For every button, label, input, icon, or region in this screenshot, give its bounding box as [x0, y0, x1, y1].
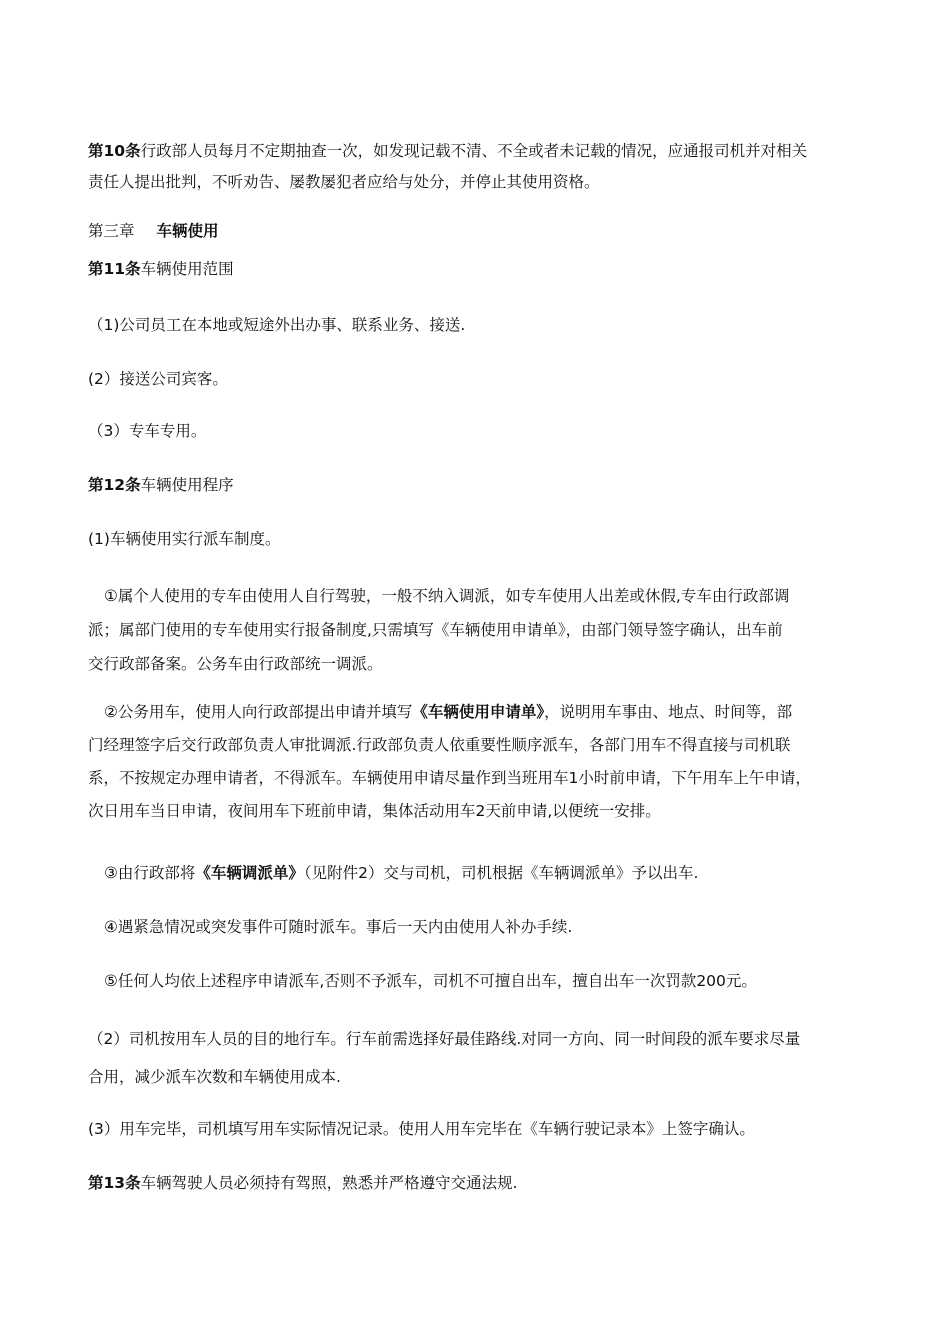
- article-11-text: 车辆使用范围: [140, 260, 234, 278]
- dispatch-form-title: 《车辆调派单》: [195, 864, 304, 882]
- vehicle-request-form-title: 《车辆使用申请单》: [412, 703, 545, 721]
- article-12: [88, 470, 868, 501]
- article-11-item-3: （3）专车专用。: [88, 422, 207, 440]
- article-12-sub-1: (1)车辆使用实行派车制度。: [88, 530, 281, 548]
- article-11-item-2: (2）接送公司宾客。: [88, 370, 228, 388]
- article-12-sub-2: （2）司机按用车人员的目的地行车。行车前需选择好最佳路线.对同一方向、同一时间段的派车要求尽量 合用，减少派车次数和车辆使用成本.: [88, 1030, 801, 1086]
- article-12-item-5: ⑤任何人均依上述程序申请派车,否则不予派车，司机不可擅自出车，擅自出车一次罚款200元。: [104, 972, 757, 990]
- article-12-text: 车辆使用程序: [140, 476, 234, 494]
- article-11: [88, 254, 868, 285]
- article-12-sub-3: (3）用车完毕，司机填写用车实际情况记录。使用人用车完毕在《车辆行驶记录本》上签字确认。: [88, 1120, 755, 1138]
- article-13-text: 车辆驾驶人员必须持有驾照，熟悉并严格遵守交通法规.: [140, 1174, 518, 1192]
- article-10: [88, 136, 868, 198]
- article-10-text-line-2: 责任人提出批判，不听劝告、屡教屡犯者应给与处分，并停止其使用资格。: [88, 173, 600, 191]
- chapter-3-label: 第三章: [88, 222, 135, 240]
- chapter-3-title: 车辆使用: [156, 222, 219, 240]
- chapter-3-heading: [88, 216, 868, 247]
- article-11-label: 第11条: [88, 260, 141, 278]
- article-12-item-4: ④遇紧急情况或突发事件可随时派车。事后一天内由使用人补办手续.: [104, 918, 573, 936]
- article-10-label: 第10条: [88, 142, 141, 160]
- article-12-label: 第12条: [88, 476, 141, 494]
- article-12-item-2: ②公务用车，使用人向行政部提出申请并填写《车辆使用申请单》，说明用车事由、地点、时间等，部 门经理签字后交行政部负责人审批调派.行政部负责人依重要性顺序派车，各部门用车不得直接与司机联 系，不按规定办理申请者，不得派车。车辆使用申请尽量作到当班用车1小时前申请，下午用车上午申请， 次日用车当日申请，夜间用车下班前申请，集体活动用车2天前申请,以便统一安排。: [88, 703, 811, 820]
- article-13: [88, 1168, 868, 1199]
- article-13-label: 第13条: [88, 1174, 141, 1192]
- article-12-item-3: ③由行政部将《车辆调派单》（见附件2）交与司机，司机根据《车辆调派单》予以出车.: [104, 864, 699, 882]
- article-10-text-line-1: 行政部人员每月不定期抽查一次，如发现记载不清、不全或者未记载的情况，应通报司机并对相关: [140, 142, 808, 160]
- article-11-item-1: （1)公司员工在本地或短途外出办事、联系业务、接送.: [88, 316, 466, 334]
- article-12-item-1: ①属个人使用的专车由使用人自行驾驶，一般不纳入调派，如专车使用人出差或休假,专车由行政部调 派；属部门使用的专车使用实行报备制度,只需填写《车辆使用申请单》，由部门领导签字确认，出车前 交行政部备案。公务车由行政部统一调派。: [88, 587, 790, 673]
